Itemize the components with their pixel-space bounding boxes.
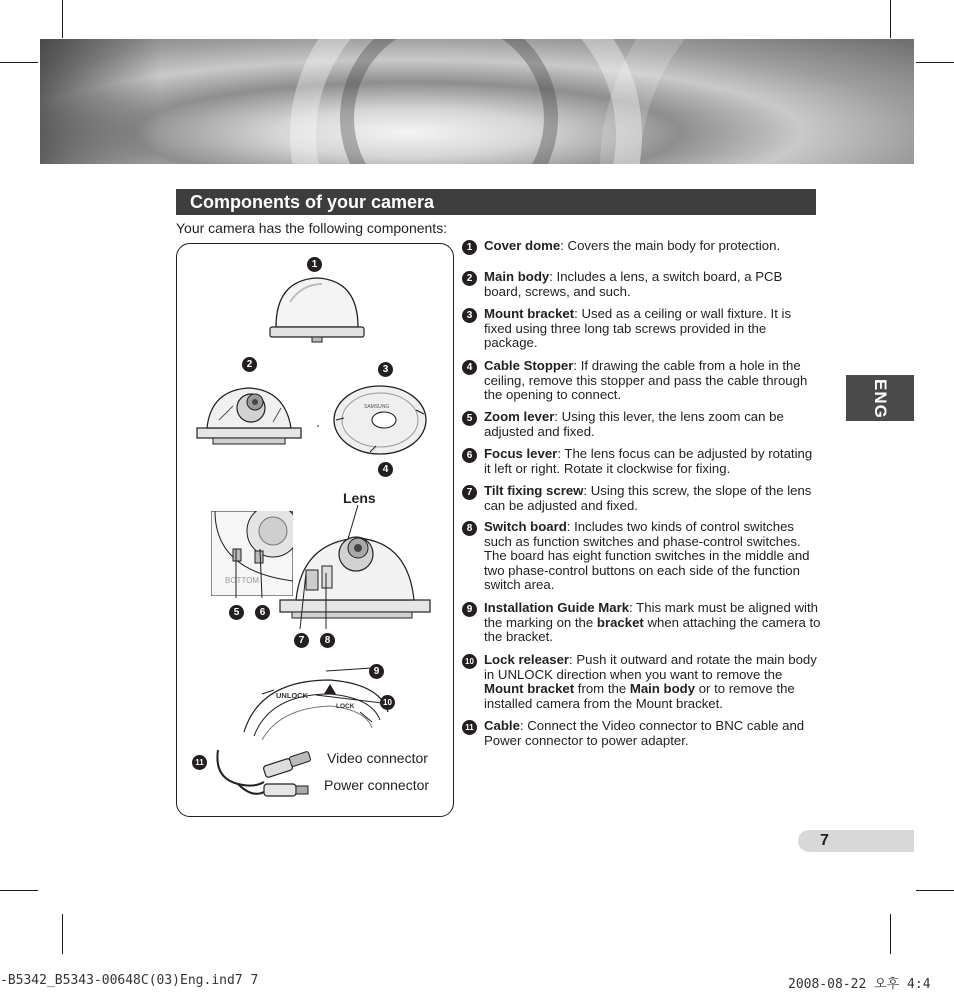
item-desc: : Using this screw, the slope of the lens can be adjusted and fixed. <box>484 483 812 513</box>
item-number-badge: 5 <box>462 411 477 426</box>
crop-mark <box>916 890 954 891</box>
item-name: Cover dome <box>484 238 561 253</box>
item-desc: or to remove the installed camera from the Mount bracket. <box>484 681 795 711</box>
item-number-badge: 6 <box>462 448 477 463</box>
crop-mark <box>62 0 63 38</box>
item-desc: : Connect the Video connector to BNC cable and Power connector to power adapter. <box>484 718 805 748</box>
list-item <box>462 601 822 645</box>
item-number-badge: 9 <box>462 602 477 617</box>
page-number-tab <box>798 830 914 852</box>
crop-mark <box>890 914 891 954</box>
badge-8: 8 <box>320 633 335 648</box>
footer-file-name: -B5342_B5343-00648C(03)Eng.ind7 7 <box>0 973 259 988</box>
list-item <box>462 307 822 351</box>
language-tab <box>846 375 914 421</box>
unlock-mark: UNLOCK <box>276 691 309 700</box>
item-desc-bold: bracket <box>596 614 644 630</box>
item-number-badge: 2 <box>462 271 477 286</box>
crop-mark <box>0 890 38 891</box>
list-item <box>462 653 822 711</box>
item-name: Tilt fixing screw <box>484 483 584 498</box>
list-item <box>462 484 822 513</box>
bottom-mark: BOTTOM <box>225 576 260 585</box>
item-number-badge: 1 <box>462 240 477 255</box>
item-number-badge: 10 <box>462 654 477 669</box>
item-desc: when attaching the camera to the bracket. <box>484 614 821 644</box>
power-connector-label: Power connector <box>324 777 430 793</box>
svg-text:SAMSUNG: SAMSUNG <box>364 404 390 410</box>
item-desc-bold: Mount bracket <box>484 681 575 696</box>
list-item <box>462 410 822 439</box>
item-name: Lock releaser <box>484 652 570 667</box>
badge-2: 2 <box>242 357 257 372</box>
item-name: Zoom lever <box>484 409 555 424</box>
lock-mark: LOCK <box>336 703 355 710</box>
item-desc: : The lens focus can be adjusted by rotating it left or right. Rotate it clockwise for fixing. <box>484 446 813 476</box>
badge-10: 10 <box>380 695 395 710</box>
item-desc: : Covers the main body for protection. <box>560 238 781 253</box>
item-desc: from the <box>574 681 630 696</box>
badge-11: 11 <box>192 755 207 770</box>
item-desc: : This mark must be aligned with the marking on the <box>484 600 818 630</box>
badge-1: 1 <box>307 257 322 272</box>
item-name: Main body <box>484 269 550 284</box>
crop-mark <box>0 62 38 63</box>
item-desc: : Using this lever, the lens zoom can be adjusted and fixed. <box>484 409 784 439</box>
list-item <box>462 239 822 254</box>
item-desc: : If drawing the cable from a hole in the ceiling, remove this stopper and pass the cable through the opening to connect. <box>484 358 808 402</box>
list-item <box>462 359 822 403</box>
crop-mark <box>890 0 891 38</box>
section-title: Components of your camera <box>176 189 816 215</box>
item-number-badge: 8 <box>462 521 477 536</box>
list-item <box>462 270 822 299</box>
item-name: Cable <box>484 718 520 733</box>
video-connector-label: Video connector <box>327 750 428 766</box>
item-desc: : Includes a lens, a switch board, a PCB board, screws, and such. <box>484 269 783 299</box>
list-item <box>462 447 822 476</box>
item-desc: : Push it outward and rotate the main body in UNLOCK direction when you want to remove the <box>484 652 817 682</box>
badge-9: 9 <box>369 664 384 679</box>
footer-timestamp: 2008-08-22 오후 4:4 <box>788 977 931 992</box>
list-item <box>462 520 822 593</box>
item-name: Mount bracket <box>484 306 575 321</box>
lens-label: Lens <box>343 490 376 506</box>
intro-text: Your camera has the following components: <box>176 220 448 236</box>
header-banner-image <box>40 39 914 164</box>
item-number-badge: 4 <box>462 360 477 375</box>
cable-illustration <box>214 748 326 804</box>
lock-ring-illustration <box>240 672 390 744</box>
language-tab-label: ENG <box>871 379 890 419</box>
item-desc-bold: Main body <box>629 681 696 696</box>
list-item <box>462 719 822 748</box>
item-name: Cable Stopper <box>484 358 574 373</box>
item-name: Installation Guide Mark <box>484 600 630 615</box>
guide-mark-icon <box>324 684 336 694</box>
badge-6: 6 <box>255 605 270 620</box>
crop-mark <box>62 914 63 954</box>
item-desc: : Used as a ceiling or wall fixture. It is fixed using three long tab screws provided in the package. <box>484 306 792 350</box>
item-desc: : Includes two kinds of control switches such as function switches and phase-control switches. The board has eight function switches in the middle and two phase-control buttons on each side of the function switch area. <box>484 519 810 592</box>
page-number: 7 <box>820 832 829 849</box>
badge-3: 3 <box>378 362 393 377</box>
item-number-badge: 3 <box>462 308 477 323</box>
crop-mark <box>916 62 954 63</box>
badge-5: 5 <box>229 605 244 620</box>
item-number-badge: 7 <box>462 485 477 500</box>
badge-7: 7 <box>294 633 309 648</box>
item-name: Focus lever <box>484 446 558 461</box>
item-number-badge: 11 <box>462 720 477 735</box>
badge-4: 4 <box>378 462 393 477</box>
item-name: Switch board <box>484 519 567 534</box>
